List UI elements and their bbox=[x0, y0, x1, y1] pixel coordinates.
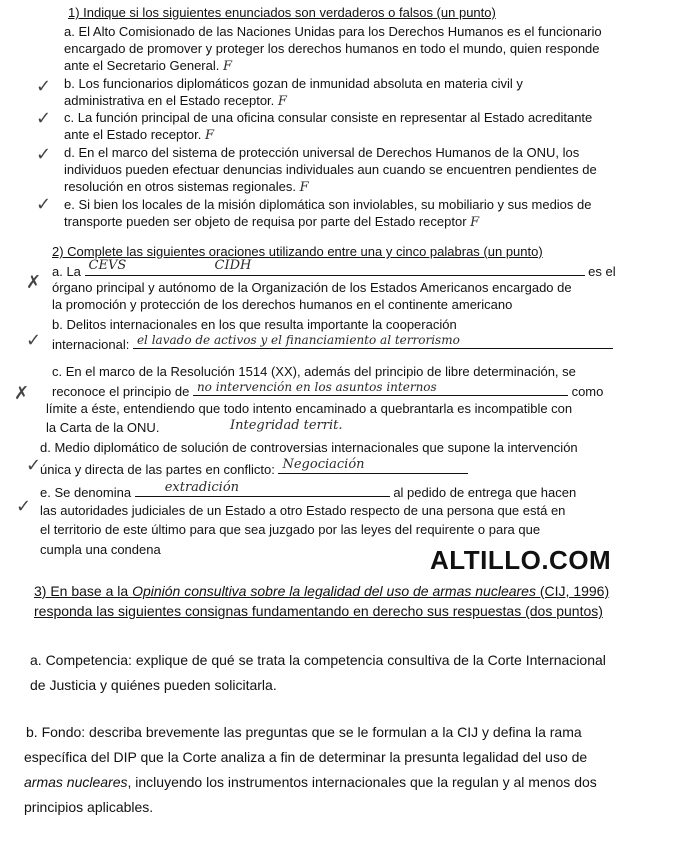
q1-b-line2 bbox=[64, 93, 287, 110]
q3-title-suffix: (CIJ, 1996) bbox=[535, 583, 610, 599]
q2-d-prefix: única y directa de las partes en conflicto: bbox=[40, 462, 275, 477]
q2-a-line3: la promoción y protección de los derechos humanos en el continente americano bbox=[52, 297, 513, 312]
check-mark-icon: ✓ bbox=[36, 108, 52, 129]
q2-d-handwriting: Negociación bbox=[282, 457, 365, 472]
q2-e-line2: las autoridades judiciales de un Estado a otro Estado respecto de una persona que está en bbox=[40, 503, 566, 518]
q1-d-answer: F bbox=[299, 180, 309, 195]
cross-mark-icon: ✗ bbox=[26, 272, 42, 293]
q3-b-suffix: , incluyendo los instrumentos internacionales que la regulan y al menos dos bbox=[127, 774, 597, 790]
q1-c-line2 bbox=[64, 127, 214, 144]
q1-c-line1: c. La función principal de una oficina consular consiste en representar al Estado acreditante bbox=[64, 110, 593, 125]
q2-a-handwriting-1: CEVS bbox=[88, 258, 127, 273]
q2-a-suffix: es el bbox=[588, 264, 616, 279]
q3-a-line2: de Justicia y quiénes pueden solicitarla. bbox=[30, 677, 277, 693]
cross-mark-icon: ✗ bbox=[14, 383, 30, 404]
q1-a-line3 bbox=[64, 58, 232, 75]
q2-d-blank bbox=[278, 457, 468, 474]
q2-e-suffix: al pedido de entrega que hacen bbox=[393, 485, 577, 500]
q2-d-line2 bbox=[40, 457, 468, 478]
check-mark-icon: ✓ bbox=[36, 144, 52, 165]
q1-e-line2 bbox=[64, 214, 479, 231]
check-mark-icon: ✓ bbox=[16, 496, 32, 517]
q2-c-prefix: reconoce el principio de bbox=[52, 384, 190, 399]
q2-a-line2: órgano principal y autónomo de la Organización de los Estados Americanos encargado de bbox=[52, 280, 572, 295]
q2-a-prefix: a. La bbox=[52, 264, 81, 279]
q3-b-italic: armas nucleares bbox=[24, 774, 128, 790]
q2-c-blank bbox=[193, 382, 568, 396]
q2-e-blank bbox=[135, 480, 390, 497]
q3-b-line2: específica del DIP que la Corte analiza a fin de determinar la presunta legalidad del uso de bbox=[24, 749, 588, 765]
q1-b-text: administrativa en el Estado receptor. bbox=[64, 93, 275, 108]
q2-c-line2 bbox=[52, 382, 603, 400]
check-mark-icon: ✓ bbox=[26, 330, 42, 351]
q1-a-line1: a. El Alto Comisionado de las Naciones Unidas para los Derechos Humanos es el funcionario bbox=[64, 24, 602, 39]
q2-c-line3: límite a éste, entendiendo que todo intento encaminado a quebrantarla es incompatible con bbox=[46, 401, 573, 416]
q2-e-handwriting: extradición bbox=[164, 480, 240, 495]
q2-b-blank bbox=[133, 335, 613, 349]
q3-title-line2: responda las siguientes consignas fundamentando en derecho sus respuestas (dos puntos) bbox=[34, 603, 603, 619]
q3-b-line3 bbox=[24, 773, 597, 791]
q1-d-line3 bbox=[64, 179, 309, 196]
q2-d-line1: d. Medio diplomático de solución de controversias internacionales que supone la intervención bbox=[40, 440, 578, 455]
q2-a-handwriting-2: CIDH bbox=[214, 258, 252, 273]
q2-b-line2 bbox=[52, 335, 613, 353]
q3-title-line1 bbox=[34, 582, 609, 600]
q3-title-italic: Opinión consultiva sobre la legalidad del uso de armas nucleares bbox=[132, 583, 536, 599]
q2-title: 2) Complete las siguientes oraciones utilizando entre una y cinco palabras (un punto) bbox=[52, 244, 543, 259]
q2-e-line3: el territorio de este último para que sea juzgado por las leyes del requirente o para que bbox=[40, 522, 541, 537]
q1-a-line2: encargado de promover y proteger los derechos humanos en todo el mundo, quien responde bbox=[64, 41, 600, 56]
q1-d-line1: d. En el marco del sistema de protección universal de Derechos Humanos de la ONU, los bbox=[64, 145, 580, 160]
q1-d-line2: individuos pueden efectuar denuncias individuales aun cuando se encuentren pendientes de bbox=[64, 162, 597, 177]
q1-c-answer: F bbox=[204, 128, 214, 143]
q2-b-line1: b. Delitos internacionales en los que resulta importante la cooperación bbox=[52, 317, 457, 332]
q2-e-prefix: e. Se denomina bbox=[40, 485, 132, 500]
q1-title: 1) Indique si los siguientes enunciados son verdaderos o falsos (un punto) bbox=[68, 5, 496, 20]
q1-b-line1: b. Los funcionarios diplomáticos gozan de inmunidad absoluta en materia civil y bbox=[64, 76, 523, 91]
q2-c-line4: la Carta de la ONU. bbox=[46, 420, 160, 435]
q1-a-answer: F bbox=[223, 59, 233, 74]
q3-title-prefix: 3) En base a la bbox=[34, 583, 133, 599]
q2-b-prefix: internacional: bbox=[52, 337, 130, 352]
q2-b-handwriting: el lavado de activos y el financiamiento al terrorismo bbox=[136, 333, 460, 347]
q3-b-line4: principios aplicables. bbox=[24, 799, 154, 815]
q2-e-line1 bbox=[40, 480, 577, 501]
q1-e-text: transporte pueden ser objeto de requisa por parte del Estado receptor bbox=[64, 214, 467, 229]
q1-e-line1: e. Si bien los locales de la misión diplomática son inviolables, su mobiliario y sus medios de bbox=[64, 197, 592, 212]
q2-c-suffix: como bbox=[571, 384, 604, 399]
q2-e-line4: cumpla una condena bbox=[40, 542, 161, 557]
check-mark-icon: ✓ bbox=[26, 455, 42, 476]
q2-a-blank bbox=[85, 258, 585, 276]
watermark: ALTILLO.COM bbox=[430, 545, 612, 575]
q1-c-text: ante el Estado receptor. bbox=[64, 127, 202, 142]
q2-c-line1: c. En el marco de la Resolución 1514 (XX), además del principio de libre determinación, se bbox=[52, 364, 576, 379]
check-mark-icon: ✓ bbox=[36, 194, 52, 215]
q1-d-text: resolución en otros sistemas regionales. bbox=[64, 179, 296, 194]
q2-a-line1 bbox=[52, 258, 616, 280]
q2-c-handwriting: no intervención en los asuntos internos bbox=[196, 380, 437, 394]
q3-b-line1: b. Fondo: describa brevemente las preguntas que se le formulan a la CIJ y defina la rama bbox=[26, 724, 582, 740]
check-mark-icon: ✓ bbox=[36, 76, 52, 97]
q2-c-handwriting-2: Integridad territ. bbox=[230, 418, 343, 433]
q1-a-text: ante el Secretario General. bbox=[64, 58, 220, 73]
q1-e-answer: F bbox=[470, 215, 480, 230]
q3-a-line1: a. Competencia: explique de qué se trata la competencia consultiva de la Corte Internacional bbox=[30, 652, 606, 668]
q1-b-answer: F bbox=[277, 94, 287, 109]
